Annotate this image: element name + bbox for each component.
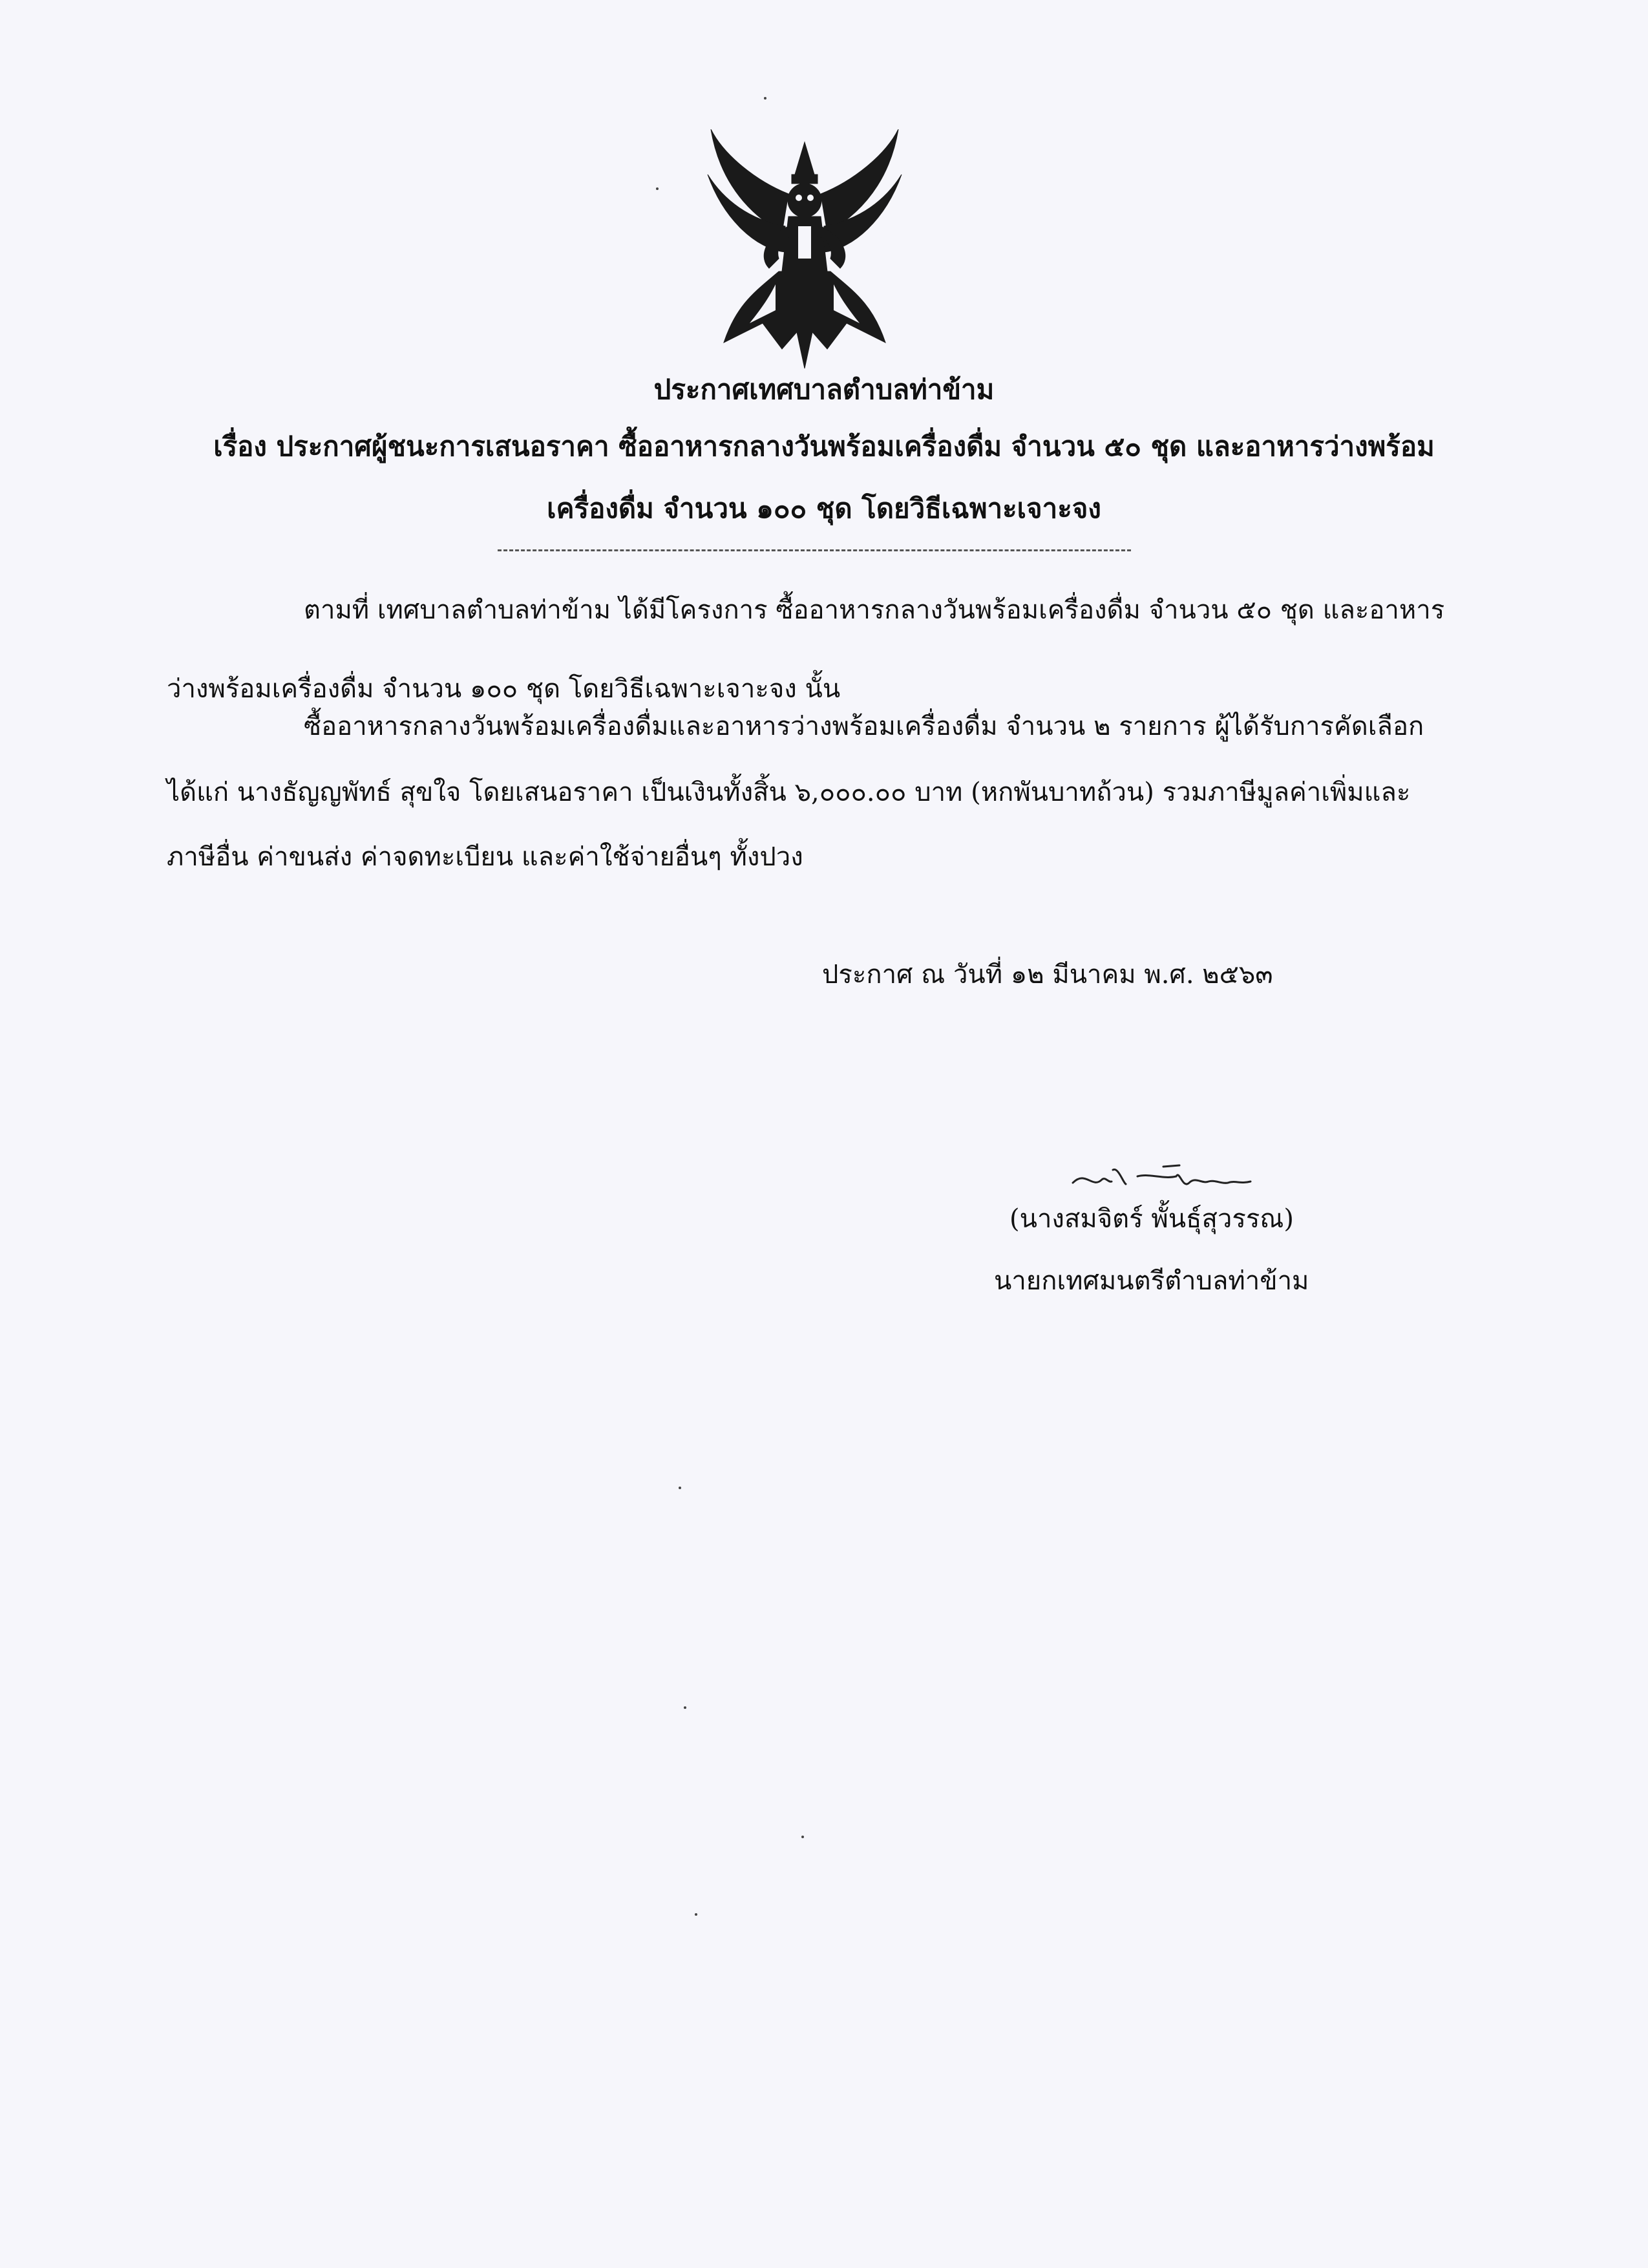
paragraph-1-line-1: ตามที่ เทศบาลตำบลท่าข้าม ได้มีโครงการ ซื้ออาหารกลางวันพร้อมเครื่องดื่ม จำนวน ๕๐ ชุด และอาหาร (304, 595, 1445, 625)
signer-position: นายกเทศมนตรีตำบลท่าข้าม (994, 1266, 1309, 1296)
signer-name: (นางสมจิตร์ พั้นธุ์สุวรรณ) (1009, 1204, 1294, 1234)
paragraph-1-line-2: ว่างพร้อมเครื่องดื่ม จำนวน ๑๐๐ ชุด โดยวิธีเฉพาะเจาะจง นั้น (167, 674, 841, 704)
subject-line-1: เรื่อง ประกาศผู้ชนะการเสนอราคา ซื้ออาหารกลางวันพร้อมเครื่องดื่ม จำนวน ๕๐ ชุด และอาหารว่างพร้อม (213, 430, 1435, 462)
dashed-divider (498, 549, 1131, 551)
paragraph-2-line-2: ได้แก่ นางธัญญพัทธ์ สุขใจ โดยเสนอราคา เป็นเงินทั้งสิ้น ๖,๐๐๐.๐๐ บาท (หกพันบาทถ้วน) รวมภาษีมูลค่าเพิ่มและ (167, 778, 1411, 807)
scan-speck (695, 1913, 697, 1916)
garuda-emblem (698, 129, 911, 375)
scan-speck (684, 1706, 686, 1709)
scan-speck (764, 97, 766, 100)
subject-line-2: เครื่องดื่ม จำนวน ๑๐๐ ชุด โดยวิธีเฉพาะเจาะจง (547, 493, 1101, 524)
paragraph-2-line-1: ซื้ออาหารกลางวันพร้อมเครื่องดื่มและอาหารว่างพร้อมเครื่องดื่ม จำนวน ๒ รายการ ผู้ได้รับการคัดเลือก (304, 712, 1424, 741)
announcement-title: ประกาศเทศบาลตำบลท่าข้าม (653, 374, 995, 405)
paragraph-2-line-3: ภาษีอื่น ค่าขนส่ง ค่าจดทะเบียน และค่าใช้จ่ายอื่นๆ ทั้งปวง (167, 842, 803, 872)
scan-speck (679, 1487, 681, 1489)
scan-speck (801, 1836, 804, 1838)
announcement-date: ประกาศ ณ วันที่ ๑๒ มีนาคม พ.ศ. ๒๕๖๓ (822, 960, 1273, 990)
scan-speck (656, 187, 659, 190)
